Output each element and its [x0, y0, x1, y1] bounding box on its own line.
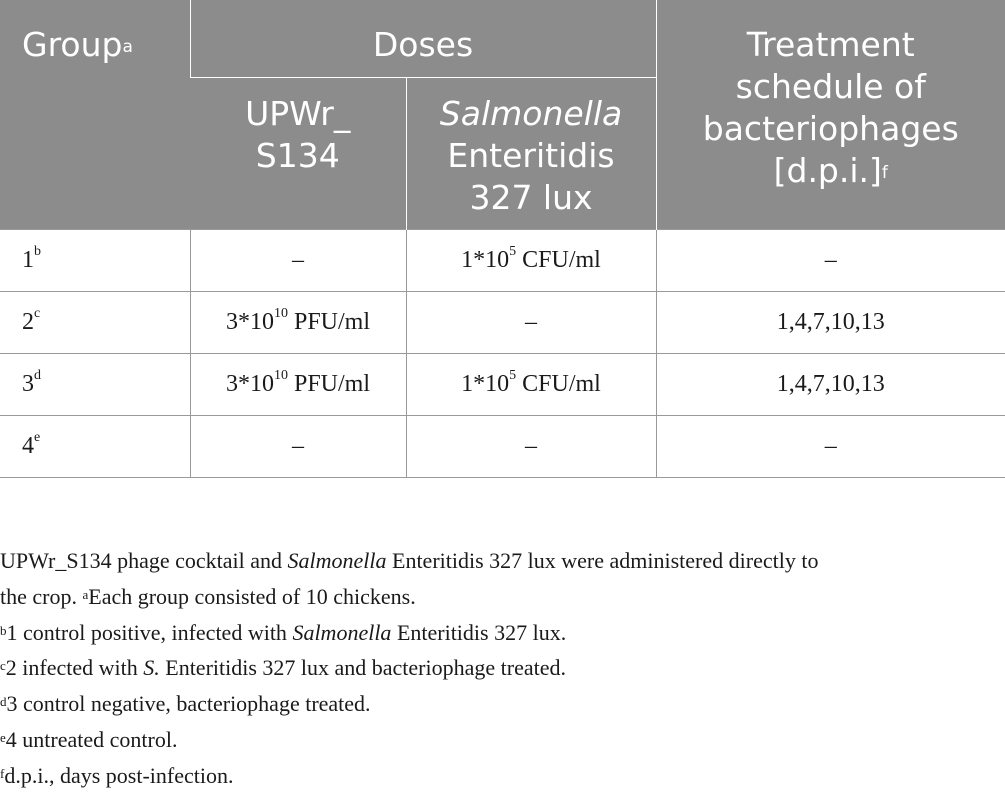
schedule-cell: – — [656, 229, 1005, 291]
group-cell: 4e — [0, 415, 190, 477]
salmonella-dose-cell: – — [406, 291, 656, 353]
salmonella-dose-cell: $1*10^5$ CFU/ml — [406, 353, 656, 415]
salmonella-dose-cell: $1*10^5$ CFU/ml — [406, 229, 656, 291]
footnote-c: $^c$2 infected with S. Enteritidis 327 lux and bacteriophage treated. — [0, 655, 566, 681]
header-phage: UPWr_ S134 — [190, 77, 406, 229]
table-row — [0, 291, 1005, 353]
header-salmonella: Salmonella Enteritidis 327 lux — [406, 77, 656, 229]
footnote-e: $^e$4 untreated control. — [0, 726, 178, 752]
table-footnotes — [0, 543, 1005, 794]
schedule-cell: 1,4,7,10,13 — [656, 291, 1005, 353]
footnote-f: $^f$d.p.i., days post-infection. — [0, 762, 234, 788]
table-row — [0, 415, 1005, 477]
salmonella-dose-cell: – — [406, 415, 656, 477]
group-cell: 3$^d$ — [0, 353, 190, 415]
phage-dose-cell: – — [190, 415, 406, 477]
footnote-intro: UPWr_S134 phage cocktail and Salmonella Enteritidis 327 lux were administered directly to the crop. $^a$Each group consisted of 10 chickens. — [0, 548, 819, 609]
header-treatment: Treatment schedule of bacteriophages $[d.p.i.]^f$ — [656, 0, 1005, 229]
header-group: Group$^a$ — [0, 0, 190, 229]
header-doses: Doses — [190, 0, 656, 77]
schedule-cell: – — [656, 415, 1005, 477]
table-row — [0, 229, 1005, 291]
schedule-cell: 1,4,7,10,13 — [656, 353, 1005, 415]
header-row — [0, 0, 1005, 77]
phage-dose-cell: $3*10^{10}$ PFU/ml — [190, 291, 406, 353]
phage-dose-cell: $3*10^{10}$ PFU/ml — [190, 353, 406, 415]
footnote-b: $^b$1 control positive, infected with Salmonella Enteritidis 327 lux. — [0, 619, 567, 645]
group-cell: 2$^c$ — [0, 291, 190, 353]
group-cell: 1$^b$ — [0, 229, 190, 291]
table-row — [0, 353, 1005, 415]
footnote-d: $^d$3 control negative, bacteriophage treated. — [0, 691, 371, 717]
phage-dose-cell: – — [190, 229, 406, 291]
